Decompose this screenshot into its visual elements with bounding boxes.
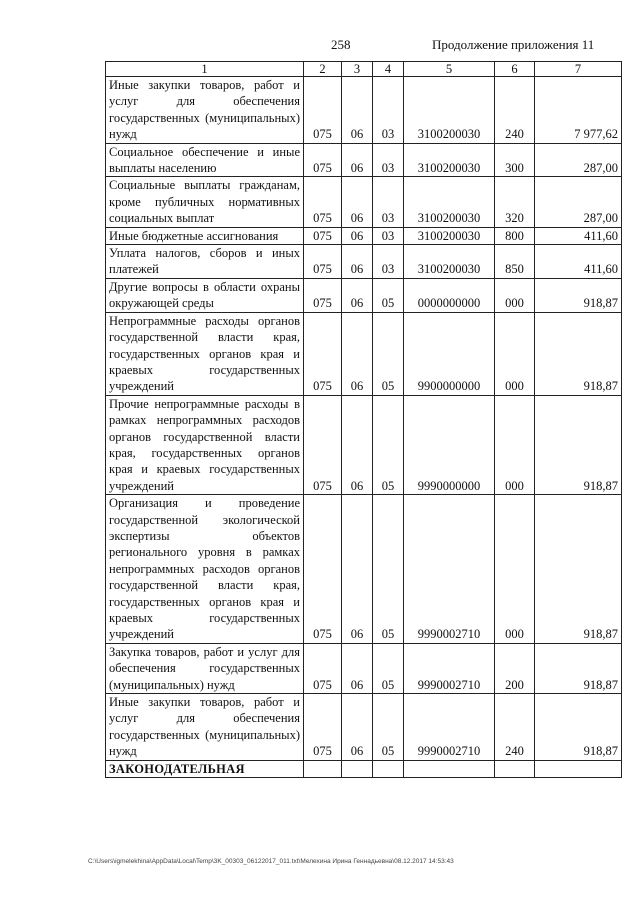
amount: 7 977,62 [535,77,622,144]
expense-type-code: 200 [495,643,535,693]
empty-cell [304,760,342,777]
expense-type-code: 000 [495,312,535,395]
section-code: 06 [342,312,373,395]
ministry-code: 075 [304,77,342,144]
empty-cell [342,760,373,777]
amount: 918,87 [535,312,622,395]
ministry-code: 075 [304,643,342,693]
section-code: 06 [342,395,373,494]
subsection-code: 05 [373,278,404,312]
amount: 287,00 [535,177,622,227]
ministry-code: 075 [304,395,342,494]
table-row [106,245,622,279]
column-header: 2 [304,62,342,77]
target-item-code: 9990000000 [404,395,495,494]
section-code: 06 [342,495,373,644]
section-code: 06 [342,227,373,244]
empty-cell [404,760,495,777]
target-item-code: 3100200030 [404,227,495,244]
target-item-code: 0000000000 [404,278,495,312]
table-row-section-heading [106,760,622,777]
section-code: 06 [342,77,373,144]
expense-type-code: 000 [495,495,535,644]
column-header: 6 [495,62,535,77]
table-row [106,227,622,244]
ministry-code: 075 [304,245,342,279]
amount: 918,87 [535,495,622,644]
amount: 411,60 [535,245,622,279]
ministry-code: 075 [304,278,342,312]
table-row [106,694,622,761]
expense-name: Иные закупки товаров, работ и услуг для обеспечения государственных (муниципальных) нужд [106,694,304,761]
table-row [106,312,622,395]
appendix-title: Продолжение приложения 11 [432,37,595,52]
table-row [106,143,622,177]
file-path-footer: C:\Users\igmelekhina\AppData\Local\Temp\3K_00303_06122017_011.txt\Мелехина Ирина Геннадьевна\08.12.2017 14:53:43 [88,858,454,865]
table-row [106,643,622,693]
empty-cell [495,760,535,777]
expense-name: Иные закупки товаров, работ и услуг для обеспечения государственных (муниципальных) нужд [106,77,304,144]
section-heading: ЗАКОНОДАТЕЛЬНАЯ [106,760,304,777]
expense-type-code: 850 [495,245,535,279]
target-item-code: 9990002710 [404,495,495,644]
table-header-row [106,62,622,77]
ministry-code: 075 [304,143,342,177]
amount: 287,00 [535,143,622,177]
amount: 918,87 [535,643,622,693]
ministry-code: 075 [304,495,342,644]
expense-type-code: 240 [495,77,535,144]
subsection-code: 03 [373,227,404,244]
section-code: 06 [342,143,373,177]
subsection-code: 05 [373,694,404,761]
table-row [106,77,622,144]
expense-type-code: 000 [495,278,535,312]
ministry-code: 075 [304,312,342,395]
target-item-code: 9990002710 [404,694,495,761]
budget-table-body [106,62,622,778]
expense-name: Прочие непрограммные расходы в рамках непрограммных расходов органов государственной власти края, государственных органов края и краевых государственных учреждений [106,395,304,494]
expense-type-code: 300 [495,143,535,177]
table-row [106,278,622,312]
table-row [106,177,622,227]
page-number: 258 [331,37,351,52]
empty-cell [535,760,622,777]
expense-name: Социальное обеспечение и иные выплаты населению [106,143,304,177]
subsection-code: 05 [373,395,404,494]
subsection-code: 05 [373,495,404,644]
subsection-code: 03 [373,177,404,227]
target-item-code: 3100200030 [404,143,495,177]
table-row [106,395,622,494]
amount: 918,87 [535,694,622,761]
column-header: 3 [342,62,373,77]
ministry-code: 075 [304,227,342,244]
section-code: 06 [342,278,373,312]
section-code: 06 [342,694,373,761]
ministry-code: 075 [304,177,342,227]
column-header: 5 [404,62,495,77]
expense-name: Социальные выплаты гражданам, кроме публичных нормативных социальных выплат [106,177,304,227]
expense-name: Другие вопросы в области охраны окружающей среды [106,278,304,312]
subsection-code: 03 [373,143,404,177]
column-header: 7 [535,62,622,77]
subsection-code: 03 [373,77,404,144]
expense-name: Иные бюджетные ассигнования [106,227,304,244]
target-item-code: 9900000000 [404,312,495,395]
expense-type-code: 800 [495,227,535,244]
target-item-code: 3100200030 [404,77,495,144]
column-header: 1 [106,62,304,77]
budget-table [105,61,622,778]
subsection-code: 03 [373,245,404,279]
section-code: 06 [342,177,373,227]
amount: 918,87 [535,278,622,312]
target-item-code: 3100200030 [404,177,495,227]
subsection-code: 05 [373,643,404,693]
section-code: 06 [342,643,373,693]
empty-cell [373,760,404,777]
expense-type-code: 320 [495,177,535,227]
expense-name: Непрограммные расходы органов государственной власти края, государственных органов края и краевых государственных учреждений [106,312,304,395]
amount: 918,87 [535,395,622,494]
amount: 411,60 [535,227,622,244]
expense-type-code: 000 [495,395,535,494]
expense-name: Уплата налогов, сборов и иных платежей [106,245,304,279]
expense-name: Закупка товаров, работ и услуг для обеспечения государственных (муниципальных) нужд [106,643,304,693]
column-header: 4 [373,62,404,77]
target-item-code: 9990002710 [404,643,495,693]
ministry-code: 075 [304,694,342,761]
target-item-code: 3100200030 [404,245,495,279]
table-row [106,495,622,644]
subsection-code: 05 [373,312,404,395]
expense-type-code: 240 [495,694,535,761]
expense-name: Организация и проведение государственной экологической экспертизы объектов регионального уровня в рамках непрограммных расходов органов государственной власти края, государственных органов края и краевых государственных учреждений [106,495,304,644]
section-code: 06 [342,245,373,279]
